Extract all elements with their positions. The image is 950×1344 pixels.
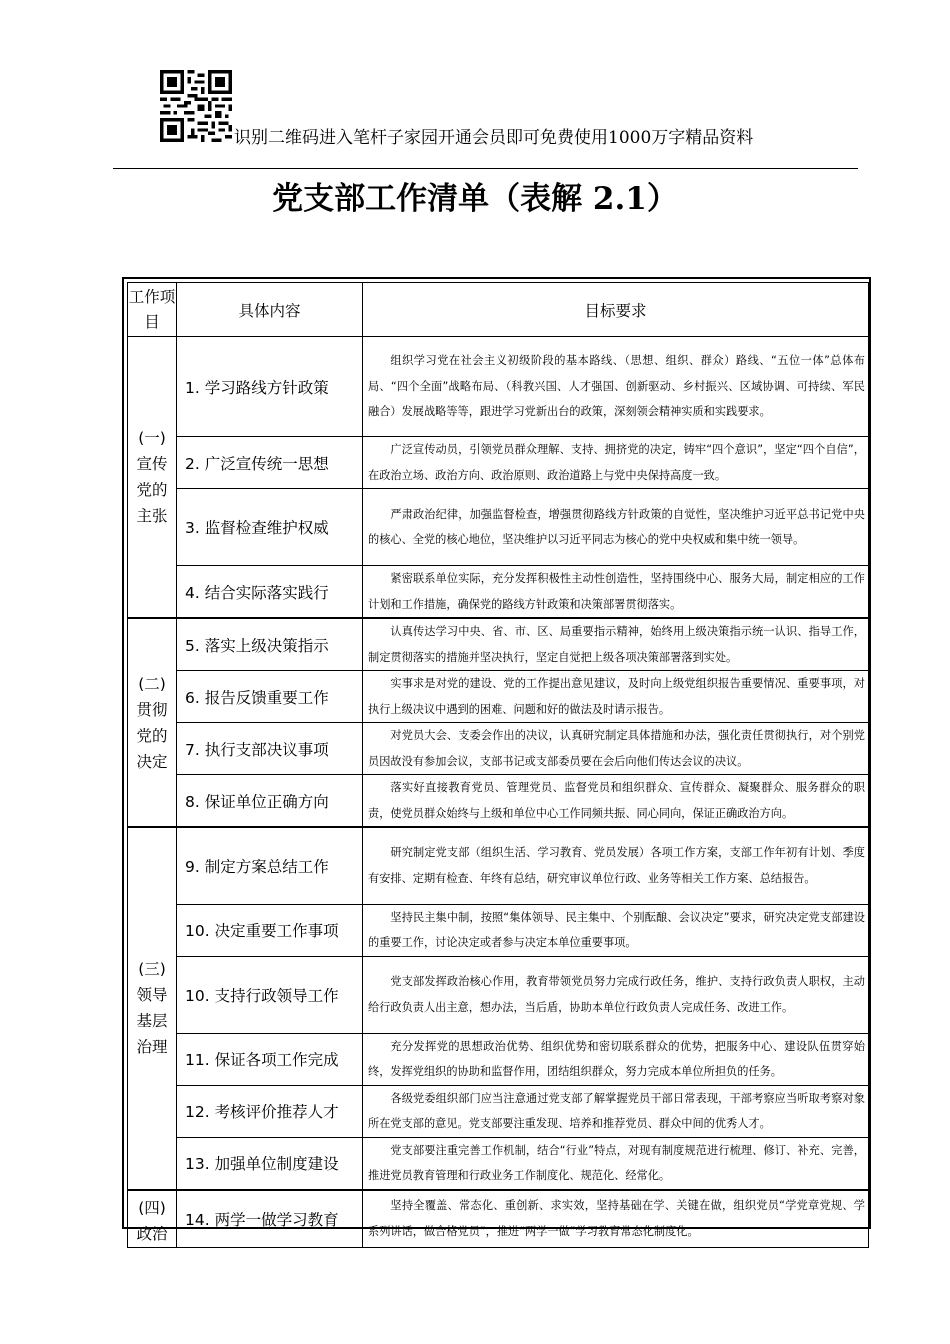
desc-cell: 广泛宣传动员，引领党员群众理解、支持、拥挤党的决定，铸牢“四个意识”，坚定“四个自信”，在政治立场、政治方向、政治原则、政治道路上与党中央保持高度一致。 (363, 437, 869, 489)
item-cell: 8. 保证单位正确方向 (177, 775, 363, 828)
header-divider (113, 168, 858, 169)
table-row (128, 775, 869, 828)
table-row (128, 723, 869, 775)
table-row (128, 904, 869, 956)
table-row (128, 337, 869, 437)
table-row (128, 1137, 869, 1190)
table-row (128, 1033, 869, 1085)
category-cell: (一)宣传党的主张 (128, 337, 177, 619)
header-content: 具体内容 (177, 283, 363, 337)
item-cell: 4. 结合实际落实践行 (177, 566, 363, 619)
table-row (128, 1190, 869, 1248)
item-cell: 6. 报告反馈重要工作 (177, 671, 363, 723)
desc-cell: 研究制定党支部（组织生活、学习教育、党员发展）各项工作方案，支部工作年初有计划、季度有安排、定期有检查、年终有总结，研究审议单位行政、业务等相关工作方案、总结报告。 (363, 827, 869, 904)
item-cell: 11. 保证各项工作完成 (177, 1033, 363, 1085)
table-row (128, 671, 869, 723)
desc-cell: 紧密联系单位实际，充分发挥积极性主动性创造性，坚持围绕中心、服务大局，制定相应的工作计划和工作措施，确保党的路线方针政策和决策部署贯彻落实。 (363, 566, 869, 619)
work-list-table-frame (122, 277, 871, 1243)
desc-cell: 认真传达学习中央、省、市、区、局重要指示精神，始终用上级决策指示统一认识、指导工作，制定贯彻落实的措施并坚决执行，坚定自觉把上级各项决策部署落到实处。 (363, 618, 869, 671)
desc-cell: 对党员大会、支委会作出的决议，认真研究制定具体措施和办法，强化责任贯彻执行，对个别党员因故没有参加会议，支部书记或支部委员要在会后向他们传达会议的决议。 (363, 723, 869, 775)
header-category: 工作项目 (128, 283, 177, 337)
item-cell: 10. 支持行政领导工作 (177, 956, 363, 1033)
item-cell: 10. 决定重要工作事项 (177, 904, 363, 956)
table-row (128, 437, 869, 489)
category-cell: (二)贯彻党的决定 (128, 618, 177, 827)
item-cell: 1. 学习路线方针政策 (177, 337, 363, 437)
header-requirement: 目标要求 (363, 283, 869, 337)
desc-cell: 落实好直接教育党员、管理党员、监督党员和组织群众、宣传群众、凝聚群众、服务群众的职责，使党员群众始终与上级和单位中心工作同频共振、同心同向，保证正确政治方向。 (363, 775, 869, 828)
desc-cell: 实事求是对党的建设、党的工作提出意见建议，及时向上级党组织报告重要情况、重要事项，对执行上级决议中遇到的困难、问题和好的做法及时请示报告。 (363, 671, 869, 723)
qr-code (160, 70, 232, 142)
table-row (128, 1085, 869, 1137)
desc-cell: 充分发挥党的思想政治优势、组织优势和密切联系群众的优势，把服务中心、建设队伍贯穿始终，发挥党组织的协助和监督作用，团结组织群众，努力完成本单位所担负的任务。 (363, 1033, 869, 1085)
item-cell: 14. 两学一做学习教育 (177, 1190, 363, 1248)
desc-cell: 组织学习党在社会主义初级阶段的基本路线、（思想、组织、群众）路线、“五位一体”总体布局、“四个全面”战略布局、（科教兴国、人才强国、创新驱动、乡村振兴、区域协调、可持续、军民融合）发展战略等等，跟进学习党新出台的政策，深刻领会精神实质和实践要求。 (363, 337, 869, 437)
category-cell: (三)领导基层治理 (128, 827, 177, 1190)
table-row (128, 827, 869, 904)
item-cell: 5. 落实上级决策指示 (177, 618, 363, 671)
item-cell: 13. 加强单位制度建设 (177, 1137, 363, 1190)
desc-cell: 党支部发挥政治核心作用，教育带领党员努力完成行政任务，维护、支持行政负责人职权，主动给行政负责人出主意，想办法，当后盾，协助本单位行政负责人完成任务、改进工作。 (363, 956, 869, 1033)
item-cell: 12. 考核评价推荐人才 (177, 1085, 363, 1137)
desc-cell: 各级党委组织部门应当注意通过党支部了解掌握党员干部日常表现，干部考察应当听取考察对象所在党支部的意见。党支部要注重发现、培养和推荐党员、群众中间的优秀人才。 (363, 1085, 869, 1137)
desc-cell: 坚持民主集中制，按照“集体领导、民主集中、个别酝酿、会议决定”要求，研究决定党支部建设的重要工作，讨论决定或者参与决定本单位重要事项。 (363, 904, 869, 956)
category-cell: (四)政治 (128, 1190, 177, 1248)
table-row (128, 489, 869, 566)
table-row (128, 566, 869, 619)
desc-cell: 党支部要注重完善工作机制，结合“行业”特点，对现有制度规范进行梳理、修订、补充、完善，推进党员教育管理和行政业务工作制度化、规范化、经常化。 (363, 1137, 869, 1190)
desc-cell: 坚持全覆盖、常态化、重创新、求实效，坚持基础在学、关键在做，组织党员“学党章党规、学系列讲话，做合格党员”，推进“两学一做”学习教育常态化制度化。 (363, 1190, 869, 1248)
work-list-table (127, 282, 869, 1248)
table-row (128, 618, 869, 671)
table-header-row (128, 283, 869, 337)
table-row (128, 956, 869, 1033)
desc-cell: 严肃政治纪律，加强监督检查，增强贯彻路线方针政策的自觉性，坚决维护习近平总书记党中央的核心、全党的核心地位，坚决维护以习近平同志为核心的党中央权威和集中统一领导。 (363, 489, 869, 566)
item-cell: 9. 制定方案总结工作 (177, 827, 363, 904)
page-title: 党支部工作清单（表解 2.1） (272, 181, 678, 217)
item-cell: 3. 监督检查维护权威 (177, 489, 363, 566)
promo-banner-text: 识别二维码进入笔杆子家园开通会员即可免费使用1000万字精品资料 (234, 128, 754, 148)
item-cell: 7. 执行支部决议事项 (177, 723, 363, 775)
item-cell: 2. 广泛宣传统一思想 (177, 437, 363, 489)
